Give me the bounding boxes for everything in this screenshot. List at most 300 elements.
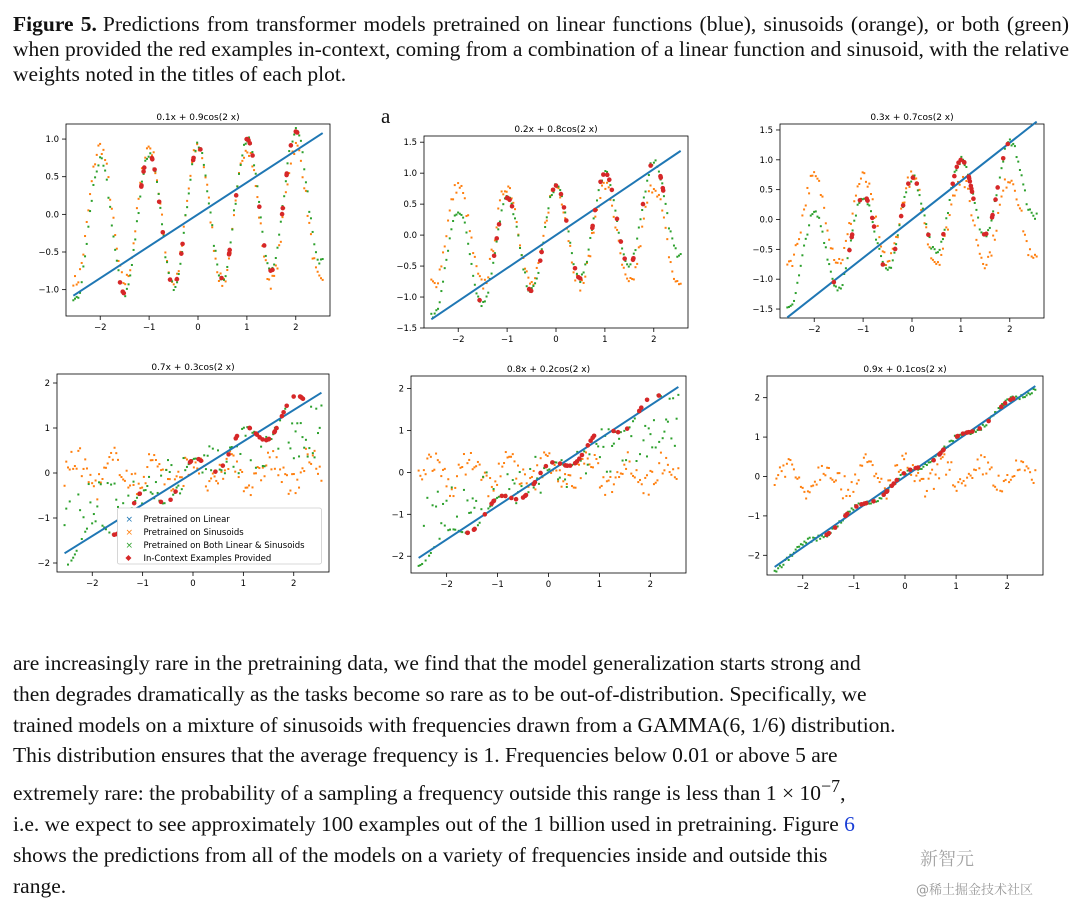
point-sinusoids xyxy=(440,475,442,477)
point-sinusoids xyxy=(480,479,482,481)
point-sinusoids xyxy=(465,474,467,476)
point-example xyxy=(262,243,267,248)
point-sinusoids xyxy=(601,485,603,487)
point-both xyxy=(870,503,872,505)
point-both xyxy=(847,257,849,259)
point-both xyxy=(215,250,217,252)
point-both xyxy=(653,162,655,164)
point-both xyxy=(308,447,310,449)
point-sinusoids xyxy=(999,490,1001,492)
point-both xyxy=(475,500,477,502)
point-both xyxy=(1012,143,1014,145)
point-sinusoids xyxy=(957,481,959,483)
point-both xyxy=(618,438,620,440)
point-sinusoids xyxy=(966,477,968,479)
point-both xyxy=(628,266,630,268)
point-sinusoids xyxy=(211,226,213,228)
point-example xyxy=(289,143,294,148)
series-sinusoids xyxy=(418,451,680,497)
point-sinusoids xyxy=(992,485,994,487)
point-sinusoids xyxy=(92,166,94,168)
point-both xyxy=(239,453,241,455)
point-sinusoids xyxy=(516,221,518,223)
point-sinusoids xyxy=(660,452,662,454)
point-both xyxy=(849,511,851,513)
point-sinusoids xyxy=(973,469,975,471)
point-sinusoids xyxy=(83,468,85,470)
point-sinusoids xyxy=(248,484,250,486)
x-tick-label: −1 xyxy=(136,579,149,589)
point-example xyxy=(189,459,194,464)
point-example xyxy=(657,393,662,398)
point-example xyxy=(227,248,232,253)
point-both xyxy=(470,263,472,265)
point-example xyxy=(284,403,289,408)
point-sinusoids xyxy=(1001,196,1003,198)
point-both xyxy=(675,247,677,249)
point-sinusoids xyxy=(264,475,266,477)
point-sinusoids xyxy=(515,478,517,480)
point-sinusoids xyxy=(208,197,210,199)
point-sinusoids xyxy=(302,176,304,178)
point-sinusoids xyxy=(540,457,542,459)
point-sinusoids xyxy=(489,258,491,260)
point-sinusoids xyxy=(440,265,442,267)
point-both xyxy=(571,252,573,254)
point-both xyxy=(1001,167,1003,169)
legend-marker: × xyxy=(125,515,133,525)
point-both xyxy=(917,189,919,191)
point-both xyxy=(514,217,516,219)
point-sinusoids xyxy=(291,473,293,475)
point-sinusoids xyxy=(847,489,849,491)
point-sinusoids xyxy=(579,290,581,292)
point-sinusoids xyxy=(86,467,88,469)
point-sinusoids xyxy=(174,478,176,480)
point-example xyxy=(1005,142,1010,147)
point-sinusoids xyxy=(608,186,610,188)
point-both xyxy=(432,504,434,506)
point-both xyxy=(588,249,590,251)
point-both xyxy=(245,435,247,437)
point-both xyxy=(663,431,665,433)
point-sinusoids xyxy=(806,187,808,189)
point-example xyxy=(847,248,852,253)
point-both xyxy=(167,459,169,461)
point-example xyxy=(955,434,960,439)
point-sinusoids xyxy=(897,236,899,238)
point-sinusoids xyxy=(823,207,825,209)
point-both xyxy=(151,493,153,495)
point-both xyxy=(1024,189,1026,191)
point-both xyxy=(793,300,795,302)
point-both xyxy=(288,442,290,444)
point-both xyxy=(677,394,679,396)
point-example xyxy=(641,202,646,207)
point-sinusoids xyxy=(818,180,820,182)
point-both xyxy=(463,489,465,491)
point-example xyxy=(993,197,998,202)
point-both xyxy=(87,226,89,228)
point-both xyxy=(210,211,212,213)
point-sinusoids xyxy=(469,230,471,232)
point-sinusoids xyxy=(1010,479,1012,481)
point-sinusoids xyxy=(832,248,834,250)
point-sinusoids xyxy=(1020,460,1022,462)
point-sinusoids xyxy=(805,204,807,206)
point-example xyxy=(615,217,620,222)
point-sinusoids xyxy=(126,470,128,472)
point-both xyxy=(206,190,208,192)
point-sinusoids xyxy=(519,244,521,246)
point-sinusoids xyxy=(101,478,103,480)
point-sinusoids xyxy=(634,476,636,478)
point-sinusoids xyxy=(148,146,150,148)
point-both xyxy=(300,140,302,142)
series-examples xyxy=(118,129,300,295)
point-sinusoids xyxy=(594,216,596,218)
point-sinusoids xyxy=(584,276,586,278)
point-sinusoids xyxy=(207,490,209,492)
point-both xyxy=(857,204,859,206)
point-both xyxy=(235,203,237,205)
point-sinusoids xyxy=(1005,479,1007,481)
point-sinusoids xyxy=(286,474,288,476)
point-sinusoids xyxy=(277,474,279,476)
point-sinusoids xyxy=(585,451,587,453)
point-example xyxy=(902,471,907,476)
y-tick-label: −2 xyxy=(37,559,50,569)
point-both xyxy=(667,421,669,423)
figure-6-link[interactable]: 6 xyxy=(844,812,855,837)
point-example xyxy=(660,186,665,191)
point-both xyxy=(781,566,783,568)
point-sinusoids xyxy=(857,185,859,187)
legend-label: Pretrained on Sinusoids xyxy=(143,528,244,538)
point-sinusoids xyxy=(1014,190,1016,192)
point-sinusoids xyxy=(626,278,628,280)
point-both xyxy=(159,207,161,209)
point-both xyxy=(669,398,671,400)
point-both xyxy=(117,506,119,508)
point-sinusoids xyxy=(621,264,623,266)
point-sinusoids xyxy=(978,467,980,469)
point-both xyxy=(555,461,557,463)
point-both xyxy=(1016,156,1018,158)
point-example xyxy=(299,395,304,400)
point-sinusoids xyxy=(860,178,862,180)
point-sinusoids xyxy=(975,469,977,471)
point-both xyxy=(501,209,503,211)
point-both xyxy=(165,469,167,471)
point-both xyxy=(296,422,298,424)
point-sinusoids xyxy=(971,477,973,479)
point-sinusoids xyxy=(238,476,240,478)
point-sinusoids xyxy=(111,208,113,210)
point-sinusoids xyxy=(669,471,671,473)
point-sinusoids xyxy=(1027,467,1029,469)
x-tick-label: 1 xyxy=(244,323,250,333)
point-example xyxy=(489,501,494,506)
point-sinusoids xyxy=(872,464,874,466)
point-example xyxy=(573,266,578,271)
point-both xyxy=(435,506,437,508)
point-sinusoids xyxy=(216,271,218,273)
point-both xyxy=(437,308,439,310)
point-both xyxy=(315,408,317,410)
point-sinusoids xyxy=(890,252,892,254)
point-sinusoids xyxy=(418,470,420,472)
x-tick-label: −2 xyxy=(796,582,810,592)
point-both xyxy=(534,282,536,284)
point-both xyxy=(1032,215,1034,217)
point-both xyxy=(264,465,266,467)
point-sinusoids xyxy=(183,226,185,228)
point-sinusoids xyxy=(910,170,912,172)
point-both xyxy=(1031,392,1033,394)
point-sinusoids xyxy=(991,466,993,468)
point-sinusoids xyxy=(217,482,219,484)
point-sinusoids xyxy=(677,467,679,469)
point-both xyxy=(82,265,84,267)
point-both xyxy=(226,461,228,463)
point-sinusoids xyxy=(859,464,861,466)
point-sinusoids xyxy=(998,475,1000,477)
point-both xyxy=(949,199,951,201)
point-both xyxy=(870,210,872,212)
point-both xyxy=(798,546,800,548)
point-example xyxy=(645,398,650,403)
point-example xyxy=(881,262,886,267)
point-sinusoids xyxy=(943,453,945,455)
point-both xyxy=(176,487,178,489)
point-example xyxy=(559,192,564,197)
point-sinusoids xyxy=(1029,248,1031,250)
point-sinusoids xyxy=(877,225,879,227)
point-both xyxy=(648,174,650,176)
point-both xyxy=(821,231,823,233)
point-example xyxy=(906,181,911,186)
point-example xyxy=(971,196,976,201)
point-sinusoids xyxy=(845,240,847,242)
point-sinusoids xyxy=(459,187,461,189)
point-both xyxy=(74,298,76,300)
point-both xyxy=(639,453,641,455)
point-sinusoids xyxy=(503,462,505,464)
point-sinusoids xyxy=(69,469,71,471)
point-both xyxy=(496,497,498,499)
point-sinusoids xyxy=(903,458,905,460)
point-sinusoids xyxy=(177,471,179,473)
point-sinusoids xyxy=(1021,210,1023,212)
series-examples xyxy=(824,396,1015,537)
point-sinusoids xyxy=(637,481,639,483)
point-sinusoids xyxy=(649,470,651,472)
point-sinusoids xyxy=(940,458,942,460)
point-sinusoids xyxy=(651,471,653,473)
point-sinusoids xyxy=(460,185,462,187)
point-both xyxy=(662,437,664,439)
point-sinusoids xyxy=(527,277,529,279)
point-example xyxy=(235,434,240,439)
point-both xyxy=(551,194,553,196)
point-both xyxy=(671,237,673,239)
point-both xyxy=(879,497,881,499)
point-sinusoids xyxy=(106,163,108,165)
point-both xyxy=(124,295,126,297)
point-example xyxy=(465,531,470,536)
point-sinusoids xyxy=(172,488,174,490)
point-both xyxy=(208,445,210,447)
point-sinusoids xyxy=(810,485,812,487)
point-both xyxy=(670,230,672,232)
point-sinusoids xyxy=(798,238,800,240)
point-sinusoids xyxy=(875,216,877,218)
point-sinusoids xyxy=(575,487,577,489)
point-sinusoids xyxy=(863,457,865,459)
point-both xyxy=(514,482,516,484)
x-tick-label: −1 xyxy=(847,582,861,592)
point-both xyxy=(674,445,676,447)
point-sinusoids xyxy=(143,476,145,478)
point-sinusoids xyxy=(559,469,561,471)
point-sinusoids xyxy=(105,467,107,469)
point-example xyxy=(538,258,543,263)
point-sinusoids xyxy=(807,490,809,492)
point-example xyxy=(173,489,178,494)
point-sinusoids xyxy=(625,468,627,470)
point-both xyxy=(486,295,488,297)
x-tick-label: 2 xyxy=(293,323,299,333)
point-both xyxy=(426,497,428,499)
point-both xyxy=(104,170,106,172)
plot-frame xyxy=(411,376,686,573)
point-sinusoids xyxy=(536,464,538,466)
point-both xyxy=(548,468,550,470)
body-line-text: extremely rare: the probability of a sampling a frequency outside this range is less than 1 × 10 xyxy=(13,781,821,806)
point-both xyxy=(273,264,275,266)
point-sinusoids xyxy=(670,261,672,263)
point-sinusoids xyxy=(853,200,855,202)
point-sinusoids xyxy=(290,163,292,165)
point-example xyxy=(825,532,830,537)
x-tick-label: 1 xyxy=(596,580,603,590)
point-sinusoids xyxy=(1024,469,1026,471)
point-both xyxy=(84,531,86,533)
point-sinusoids xyxy=(972,219,974,221)
point-example xyxy=(168,277,173,282)
point-sinusoids xyxy=(473,466,475,468)
point-sinusoids xyxy=(315,468,317,470)
point-both xyxy=(88,483,90,485)
point-example xyxy=(257,204,262,209)
point-sinusoids xyxy=(975,239,977,241)
point-both xyxy=(796,546,798,548)
watermark-site: @稀土掘金技术社区 xyxy=(916,883,1034,898)
point-both xyxy=(1029,208,1031,210)
point-sinusoids xyxy=(879,481,881,483)
point-sinusoids xyxy=(1033,482,1035,484)
point-both xyxy=(312,231,314,233)
point-sinusoids xyxy=(426,457,428,459)
point-example xyxy=(1001,156,1006,161)
point-both xyxy=(275,257,277,259)
point-both xyxy=(127,495,129,497)
point-sinusoids xyxy=(641,483,643,485)
point-both xyxy=(86,243,88,245)
point-sinusoids xyxy=(492,250,494,252)
point-both xyxy=(800,265,802,267)
point-sinusoids xyxy=(938,477,940,479)
point-both xyxy=(596,199,598,201)
point-sinusoids xyxy=(108,456,110,458)
x-tick-label: 2 xyxy=(1007,325,1013,335)
point-both xyxy=(803,245,805,247)
point-sinusoids xyxy=(536,267,538,269)
point-sinusoids xyxy=(428,454,430,456)
point-both xyxy=(122,502,124,504)
point-both xyxy=(138,212,140,214)
point-both xyxy=(255,467,257,469)
point-both xyxy=(186,206,188,208)
point-both xyxy=(203,164,205,166)
point-sinusoids xyxy=(437,282,439,284)
point-both xyxy=(508,488,510,490)
point-both xyxy=(241,428,243,430)
point-both xyxy=(238,472,240,474)
point-both xyxy=(91,522,93,524)
body-superscript: −7 xyxy=(821,776,841,797)
point-both xyxy=(835,286,837,288)
point-sinusoids xyxy=(99,143,101,145)
point-both xyxy=(81,281,83,283)
point-both xyxy=(453,528,455,530)
point-both xyxy=(226,266,228,268)
point-both xyxy=(110,484,112,486)
point-both xyxy=(95,520,97,522)
point-example xyxy=(926,232,931,237)
point-both xyxy=(150,491,152,493)
point-both xyxy=(934,248,936,250)
point-sinusoids xyxy=(481,278,483,280)
x-tick-label: −1 xyxy=(856,325,870,335)
point-sinusoids xyxy=(94,163,96,165)
x-tick-label: 2 xyxy=(1004,582,1010,592)
point-sinusoids xyxy=(246,487,248,489)
point-sinusoids xyxy=(880,478,882,480)
point-sinusoids xyxy=(501,466,503,468)
point-example xyxy=(120,289,125,294)
point-example xyxy=(141,169,146,174)
point-sinusoids xyxy=(628,280,630,282)
point-sinusoids xyxy=(915,475,917,477)
point-both xyxy=(670,437,672,439)
point-sinusoids xyxy=(802,487,804,489)
point-both xyxy=(444,267,446,269)
point-sinusoids xyxy=(980,454,982,456)
point-example xyxy=(964,430,969,435)
point-sinusoids xyxy=(70,451,72,453)
point-sinusoids xyxy=(1026,240,1028,242)
point-both xyxy=(303,447,305,449)
point-both xyxy=(855,215,857,217)
point-both xyxy=(920,203,922,205)
point-sinusoids xyxy=(1019,207,1021,209)
point-example xyxy=(266,437,271,442)
point-both xyxy=(676,418,678,420)
point-example xyxy=(962,160,967,165)
point-example xyxy=(893,247,898,252)
